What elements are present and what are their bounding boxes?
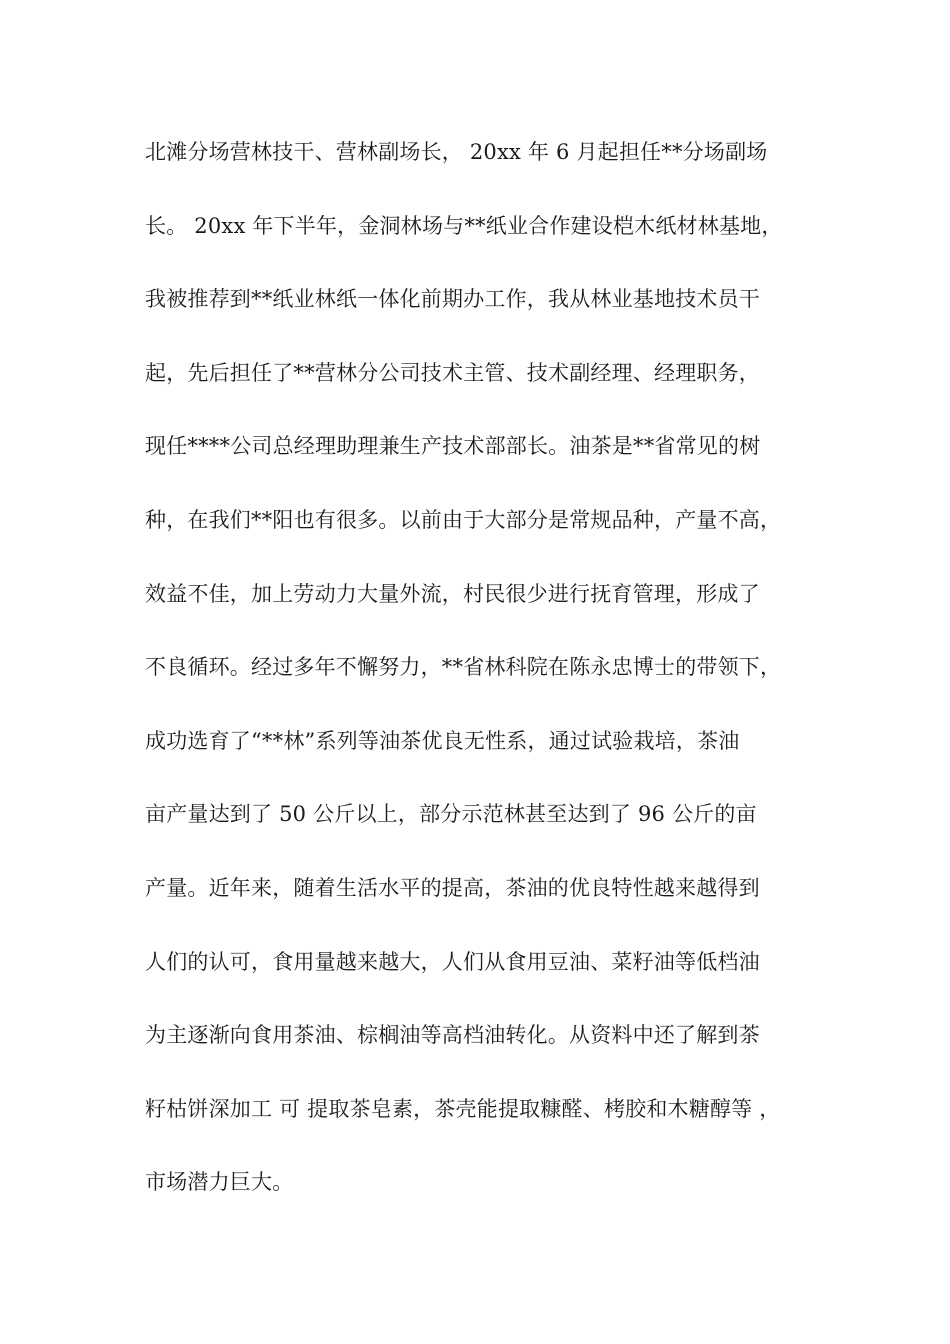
text-line: 亩产量达到了 50 公斤以上，部分示范林甚至达到了 96 公斤的亩 — [145, 802, 757, 827]
text-line: 我被推荐到**纸业林纸一体化前期办工作，我从林业基地技术员干 — [145, 287, 760, 312]
text-line: 效益不佳，加上劳动力大量外流，村民很少进行抚育管理，形成了 — [145, 581, 760, 606]
text-line: 籽枯饼深加工 可 提取茶皂素，茶壳能提取糠醛、栲胶和木糖醇等 ， — [145, 1096, 781, 1121]
text-line: 产量。近年来，随着生活水平的提高，茶油的优良特性越来越得到 — [145, 875, 760, 900]
text-line: 为主逐渐向食用茶油、棕榈油等高档油转化。从资料中还了解到茶 — [145, 1023, 760, 1048]
text-line: 成功选育了“**林”系列等油茶优良无性系，通过试验栽培，茶油 — [145, 728, 740, 753]
text-line: 现任****公司总经理助理兼生产技术部部长。油茶是**省常见的树 — [145, 434, 761, 459]
text-line: 北滩分场营林技干、营林副场长， 20xx 年 6 月起担任**分场副场 — [145, 140, 768, 164]
body-text — [145, 131, 825, 1235]
text-line: 市场潜力巨大。 — [145, 1170, 294, 1195]
text-line: 起，先后担任了**营林分公司技术主管、技术副经理、经理职务， — [145, 360, 760, 385]
text-line: 种，在我们**阳也有很多。以前由于大部分是常规品种，产量不高， — [145, 507, 782, 532]
text-line: 长。 20xx 年下半年，金洞林场与**纸业合作建设桤木纸材林基地， — [145, 213, 783, 238]
text-line: 人们的认可，食用量越来越大，人们从食用豆油、菜籽油等低档油 — [145, 949, 760, 974]
text-line: 不良循环。经过多年不懈努力，**省林科院在陈永忠博士的带领下， — [145, 655, 782, 680]
